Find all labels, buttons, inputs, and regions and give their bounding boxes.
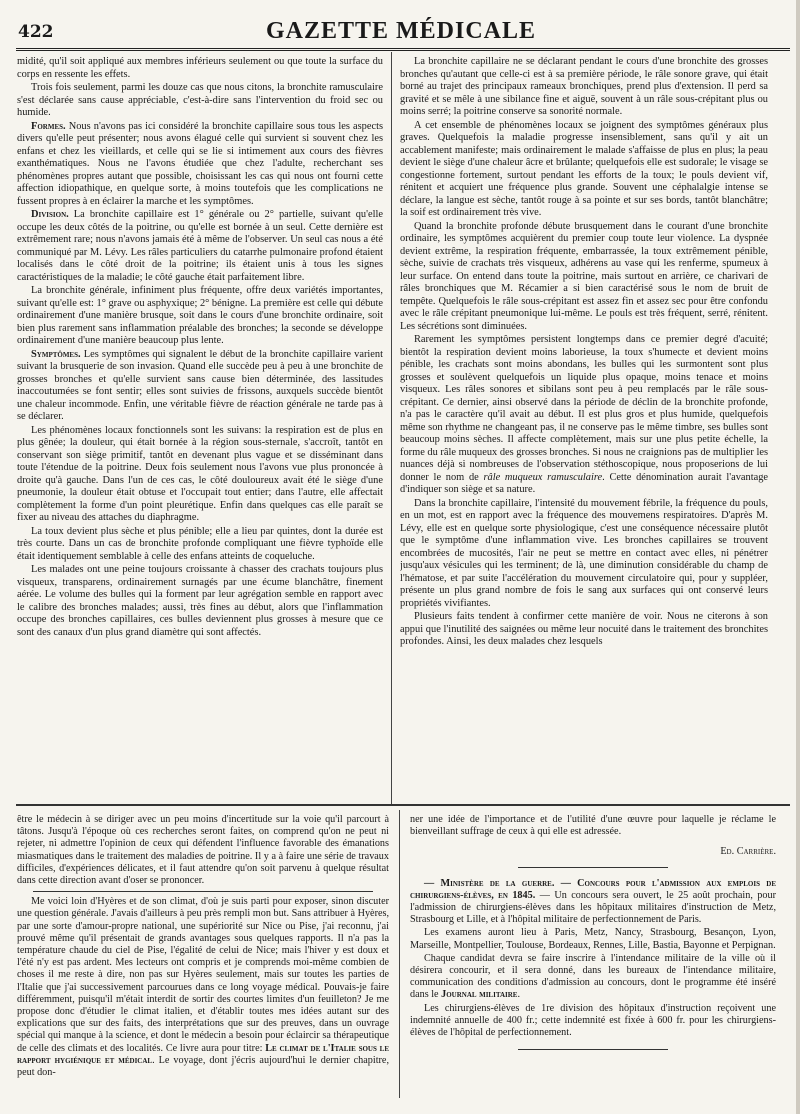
journal-name: Journal militaire [441,989,518,1001]
paragraph [17,896,389,1079]
paragraph: Les examens auront lieu à Paris, Metz, Nancy, Strasbourg, Besançon, Lyon, Marseille, Montpellier, Toulouse, Bordeaux, Rennes, Lille, Bastia, Bayonne et Perpignan. [410,927,776,951]
paragraph-text: Rarement les symptômes persistent longtemps dans ce premier degré d'acuité; bientôt la respiration devient moins laborieuse, la toux s'humecte et devient moins pénible, les crachats sont moins abondans, les bulles qui les surmontent sont plus grosses et soulèvent quelquefois un liquide plus opaque, moins tenace et moins visqueux. Les râles sonores et sibilans sont peu à peu remplacés par le râle sous-crépitant. Ce dernier, ainsi observé dans la période de déclin de la bronchite profonde, n'a pas le caractère qu'il avait au début. Il est plus gros et plus humide, quelquefois même son rhythme ne changeant pas, il ne conserve pas le même timbre, ses bulles sont beaucoup moins sèches. Il affecte complètement, mais sur une plus petite échelle, la forme du râle muqueux des grosses bronches. Si nous ne craignions pas de multiplier les nuances déjà si nombreuses de l'observation stéthoscopique, nous proposerions de lui donner le nom de [400,334,768,483]
column-top-right [400,56,768,801]
paragraph: Les malades ont une peine toujours croissante à chasser des crachats toujours plus visqueux, transparens, ordinairement surnagés par une écume blanchâtre, finement aérée. Le volume des bulles qui la forment par leur agrégation semble en rapport avec le calibre des bronches malades; aussi, très fines au début, alors que l'inflammation occupe des bronches capillaires, ces bulles deviennent plus grosses à mesure que ce sont des canaux d'un plus grand diamètre qui sont affectés. [17,564,383,638]
paragraph: Les phénomènes locaux fonctionnels sont les suivans: la respiration est de plus en plus gênée; la douleur, qui était bornée à la région sous-sternale, s'accroît, tantôt en conservant son siège primitif, tantôt en devenant plus vague et se disséminant dans toute l'étendue de la poitrine. Deux fois seulement nous l'avons vue plus prononcée à droite qu'à gauche. Dans l'un de ces cas, le côté douloureux avait été le siège d'une pneumonie, la douleur était obtuse et l'occupait tout entier; dans l'autre, elle affectait complètement la forme d'un point pleurétique. Enfin dans quelques cas elle paraît se fixer au niveau des attaches du diaphragme. [17,424,383,523]
page-header [14,14,788,44]
section-heading-symptomes: Symptômes. [31,348,81,360]
paragraph [400,334,768,497]
page-edge [796,0,800,1114]
paragraph-division [17,209,383,284]
section-heading-formes: Formes. [31,120,66,132]
paragraph: ner une idée de l'importance et de l'utilité d'une œuvre pour laquelle je réclame le bienveillant suffrage de ceux à qui elle est adressée. [410,814,776,838]
paragraph: A cet ensemble de phénomènes locaux se joignent des symptômes généraux plus graves. Quelquefois la maladie progresse insensiblement, sans qu'il y ait un accablement manifeste; mais ordinairement le malade s'affaisse de plus en plus; la peau devient le siège d'une chaleur âcre et brûlante; quelquefois elle est sudorale; le visage se congestionne fortement, surtout pendant les efforts de la toux; le pouls devient vif, rénitent et acquiert une fréquence plus grande. Souvent une céphalalgie intense se déclare, la langue est sèche, tantôt rouge à sa pointe et sur ses bords, tantôt blanchâtre; la soif est ordinairement très vive. [400,119,768,218]
notice-paragraph [410,878,776,927]
paragraph: La toux devient plus sèche et plus pénible; elle a lieu par quintes, dont la durée est très courte. Dans un cas de bronchite profonde compliquant une fièvre typhoïde elle était identiquement semblable à celle des enfans atteints de coqueluche. [17,525,383,562]
header-rule [16,48,790,51]
feuilleton-left [17,814,389,1104]
paragraph: midité, qu'il soit appliqué aux membres inférieurs seulement ou que toute la surface du corps en ressente les effets. [17,56,383,80]
column-divider-bottom [399,810,400,1098]
paragraph: Trois fois seulement, parmi les douze cas que nous citons, la bronchite ramusculaire s'est déclarée sans cause appréciable, c'est-à-dire sans l'intervention du froid sec ou humide. [17,82,383,118]
column-top-left [17,56,383,801]
paragraph-text: Me voici loin d'Hyères et de son climat, d'où je suis parti pour exposer, sinon discuter une question générale. J'avais d'ailleurs à peu près rempli mon but. Sans attribuer à Hyères, par une sorte d'amour-propre national, une supériorité sur Nice ou Pise, j'ai reconnu, j'ai prouvé même qu'il présentait de grands avantages sous quelques rapports. Il n'a pas la température chaude du ciel de Pise, l'égalité de celui de Nice; mais l'hiver y est doux et l'été n'y est pas ardent. Mes lecteurs ont compris et je comprends moi-même combien de choses il me reste à dire, non pas sur Hyères seulement, mais sur toutes les parties de l'Italie que j'ai successivement parcourues dans ce long voyage médical. Pouvais-je faire différemment, puisqu'il m'était interdit de sortir des courtes limites d'un feuilleton? Je me propose donc d'étudier le climat italien, et d'établir toutes mes idées autant sur des explications que sur des faits, des interprétations que sur des preuves, dans un ouvrage spécial qui manque à la science, et dont le médecin a besoin pour éclaircir sa thérapeutique de celle des climats et des localités. Ce livre aura pour titre: [17,896,389,1054]
paragraph-text: . Le voyage, dont j'écris aujourd'hui le dernier chapitre, peut don- [17,1054,389,1079]
paragraph-text: La bronchite capillaire est 1° générale ou 2° partielle, suivant qu'elle occupe les deux côtés de la poitrine, ou qu'elle est bornée à un seul. Cette dernière est extrêmement rare; nous n'avons jamais été à même de l'observer. Un seul cas nous a été communiqué par M. Lévy. Les râles particuliers du catarrhe pulmonaire profond étaient localisés dans le côté droit de la poitrine; ils étaient unis à tous les signes caractéristiques de la maladie; le côté gauche était parfaitement libre. [17,209,383,283]
paragraph-formes [17,121,383,209]
paragraph: Plusieurs faits tendent à confirmer cette manière de voir. Nous ne citerons à son appui que l'inutilité des saignées ou même leur nocuité dans le traitement des bronchites profondes. Ainsi, les deux malades chez lesquels [400,611,768,647]
paragraph-text: Chaque candidat devra se faire inscrire à l'intendance militaire de la ville où il désirera concourir, et il sera donné, dans les bureaux de l'intendance militaire, communication des conditions d'admission au concours, dont le programme été inséré dans le [410,952,776,1001]
column-divider [391,52,392,804]
journal-title: GAZETTE MÉDICALE [265,18,537,44]
paragraph-symptomes [17,349,383,424]
italic-term: râle muqueux ramusculaire [483,471,603,483]
section-heading-division: Division. [31,209,69,220]
paragraph-text: Les symptômes qui signalent le début de la bronchite capillaire varient suivant la brusquerie de son invasion. Quand elle succède peu à peu à une bronchite de grosses bronches et qu'elle survient sans cause bien déterminée, des lassitudes inaccoutumées se font sentir; elles sont suivies de frissons, auxquels succède bientôt une chaleur incommode. Enfin, une véritable fièvre de réaction générale ne tarde pas à se déclarer. [17,348,383,422]
feuilleton-right [410,814,776,1104]
section-divider [33,891,373,892]
paragraph: être le médecin à se diriger avec un peu moins d'incertitude sur la voie qu'il parcourt à tâtons. Jusqu'à l'époque où ces recherches seront faites, on comprend qu'on ne peut ni rejeter, ni admettre l'opinion de ceux qui défendent l'influence favorable des émanations miasmatiques dans le traitement des maladies de poitrine. Il y a à faire une série de travaux difficiles, d'expériences délicates, et il faut attendre qu'on soit parvenu à quelque résultat dans cette direction avant d'oser se prononcer. [17,814,389,887]
author-signature: Ed. Carrière. [720,846,776,858]
feuilleton-rule [16,804,790,806]
paragraph: La bronchite capillaire ne se déclarant pendant le cours d'une bronchite des grosses bronches qu'autant que celle-ci est à sa première période, le râle sonore grave, qui était borné au trajet des principaux rameaux bronchiques, prend plus d'extension. Il perd sa gravité et se mêle à une sibilance fine et aiguë, souvent à un râle sous-crépitant plus ou moins serré; la poitrine conserve sa sonorité normale. [400,56,768,117]
section-divider [518,1049,668,1050]
paragraph [410,953,776,1002]
section-divider [518,867,668,868]
book-title: Le climat de l'Italie sous le rapport hygiénique et médical [17,1042,389,1066]
paragraph-text: Nous n'avons pas ici considéré la bronchite capillaire sous tous les aspects divers qu'elle peut présenter; nous avons élagué celle qui survient si souvent chez les enfans et chez les vieillards, et celle qui se lie si intimement aux cours des fièvres exanthématiques. Nous ne l'avons étudiée que chez l'adulte, recherchant ses phénomènes propres autant que possible, choisissant les cas qui nous ont fourni cette affection idiopathique, en quelque sorte, à moins toutefois que les complications ne fussent propres à en éclairer la marche et les symptômes. [17,120,383,207]
notice-heading: — Ministère de la guerre. — Concours pour l'admission aux emplois de chirurgiens-élèves, en 1845. [410,877,776,901]
page-number: 422 [18,22,54,42]
paragraph: Dans la bronchite capillaire, l'intensité du mouvement fébrile, la fréquence du pouls, en un mot, est en rapport avec la fréquence des mouvemens respiratoires. D'après M. Lévy, elle est en quelque sorte physiologique, c'est une conséquence nécessaire plutôt que le symptôme d'une inflammation vive. Les bronches capillaires se trouvent encombrées de mucosités, l'air ne peut se mettre en contact avec elles, ni pénétrer jusqu'aux vésicules qui les terminent; de là, une diminution considérable du champ de l'hématose, et par suite l'accélération du mouvement circulatoire qui, pour y suppléer, présente un plus grand nombre de fois le sang aux surfaces qui ont conservé leurs propriétés vivifiantes. [400,497,768,609]
paragraph-text: — Un concours sera ouvert, le 25 août prochain, pour l'admission de chirurgiens-élèves dans les hôpitaux militaires d'instruction de Metz, Strasbourg et Lille, et à l'hôpital militaire de perfectionnement de Paris. [410,889,776,926]
paragraph-text: . Cette dénomination aurait l'avantage d'indiquer son siège et sa nature. [400,471,768,495]
paragraph: Les chirurgiens-élèves de 1re division des hôpitaux d'instruction reçoivent une indemnité annuelle de 400 fr.; cette indemnité est fixée à 600 fr. pour les chirurgiens-élèves de l'hôpital de perfectionnement. [410,1002,776,1039]
paragraph: La bronchite générale, infiniment plus fréquente, offre deux variétés importantes, suivant qu'elle est: 1° grave ou asphyxique; 2° bénigne. La première est celle qui débute ordinairement d'une manière brusque, soit dans le cours d'une bronchite ordinaire, soit bien plus rarement sans inflammation préalable des bronches; la seconde se développe ordinairement d'une manière beaucoup plus lente. [17,285,383,346]
paragraph: Quand la bronchite profonde débute brusquement dans le courant d'une bronchite ordinaire, les symptômes acquièrent du premier coup toute leur violence. La dyspnée devient extrême, la respiration fréquente, embarrassée, la toux extrêmement pénible, sèche, suivie de crachats très visqueux, adhérens au vase qui les renferme, spumeux à leur surface. On entend dans toute la poitrine, mais surtout en arrière, ce charivari de râles bronchiques que M. Récamier a si bien caractérisé sous le nom de bruit de tempête. Quelquefois le râle sous-crépitant est assez fin et assez sec pour être confondu avec le râle crépitant pneumonique lui-même. Le pouls est très fréquent, serré, rénitent. Les sécrétions sont diminuées. [400,220,768,332]
paragraph-text: . [517,989,521,1001]
